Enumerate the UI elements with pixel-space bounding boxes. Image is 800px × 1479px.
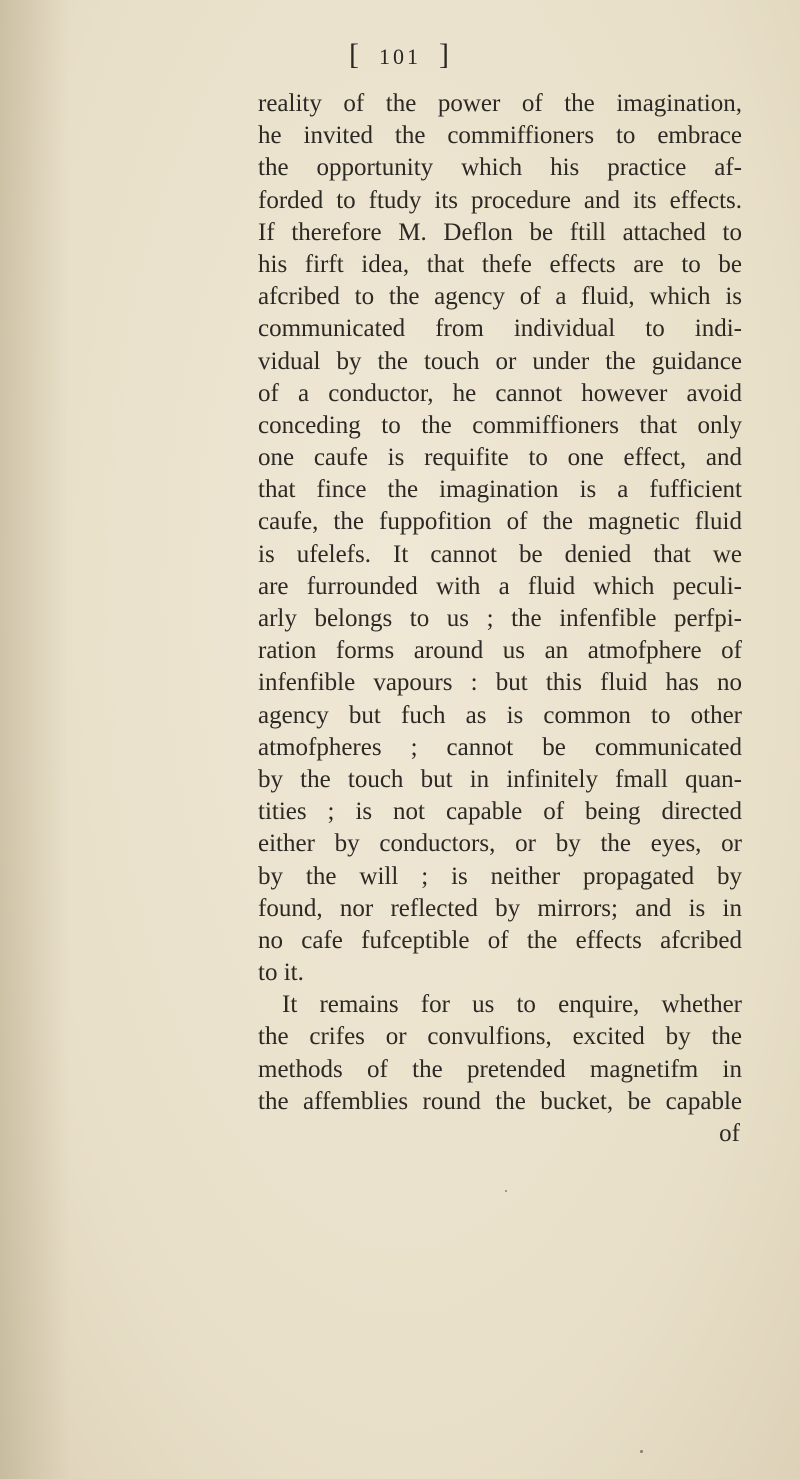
bracket-open: [ <box>349 38 361 71</box>
paper-speck <box>505 1190 507 1192</box>
text-line: methods of the pretended magnetifm in <box>258 1055 742 1083</box>
text-line: one caufe is requifite to one effect, and <box>258 444 742 472</box>
text-line: infenfible vapours : but this fluid has no <box>258 669 742 697</box>
text-line: the affemblies round the bucket, be capable <box>258 1087 742 1115</box>
text-line: of a conductor, he cannot however avoid <box>258 379 742 407</box>
text-line: by the will ; is neither propagated by <box>258 862 742 890</box>
text-line: reality of the power of the imagination, <box>258 90 742 117</box>
body-text <box>258 88 742 1150</box>
text-line: It remains for us to enquire, whether <box>282 991 742 1019</box>
text-line: his firft idea, that thefe effects are to be <box>258 250 742 278</box>
text-line: the opportunity which his practice af- <box>258 154 742 182</box>
text-line: If therefore M. Deflon be ftill attached to <box>258 218 742 246</box>
text-line: by the touch but in infinitely fmall quan- <box>258 765 742 793</box>
text-line: is ufelefs. It cannot be denied that we <box>258 540 742 568</box>
text-line: tities ; is not capable of being directed <box>258 798 742 826</box>
text-line: no cafe fufceptible of the effects afcribed <box>258 926 742 954</box>
page-edge-shadow <box>0 0 70 1479</box>
text-line: afcribed to the agency of a fluid, which is <box>258 283 742 311</box>
catchword: of <box>719 1120 740 1147</box>
text-line: atmofpheres ; cannot be communicated <box>258 733 742 761</box>
text-line: forded to ftudy its procedure and its effects. <box>258 186 742 214</box>
text-line: the crifes or convulfions, excited by the <box>258 1023 742 1051</box>
text-line: are furrounded with a fluid which peculi- <box>258 572 742 600</box>
text-line: ration forms around us an atmofphere of <box>258 637 742 665</box>
paper-speck <box>640 1450 643 1453</box>
text-line: communicated from individual to indi- <box>258 315 742 343</box>
page-header <box>0 38 800 72</box>
text-line: arly belongs to us ; the infenfible perfpi- <box>258 605 742 632</box>
text-line: either by conductors, or by the eyes, or <box>258 830 742 858</box>
text-line: caufe, the fuppofition of the magnetic fluid <box>258 508 742 536</box>
text-line: vidual by the touch or under the guidance <box>258 347 742 375</box>
page-number: 101 <box>379 44 421 69</box>
text-line: that fince the imagination is a fufficient <box>258 476 742 504</box>
text-line: found, nor reflected by mirrors; and is in <box>258 894 742 922</box>
text-line: conceding to the commiffioners that only <box>258 411 742 439</box>
text-line: to it. <box>258 959 304 987</box>
text-line: he invited the commiffioners to embrace <box>258 122 742 150</box>
bracket-close: ] <box>439 38 451 71</box>
text-line: agency but fuch as is common to other <box>258 701 742 729</box>
